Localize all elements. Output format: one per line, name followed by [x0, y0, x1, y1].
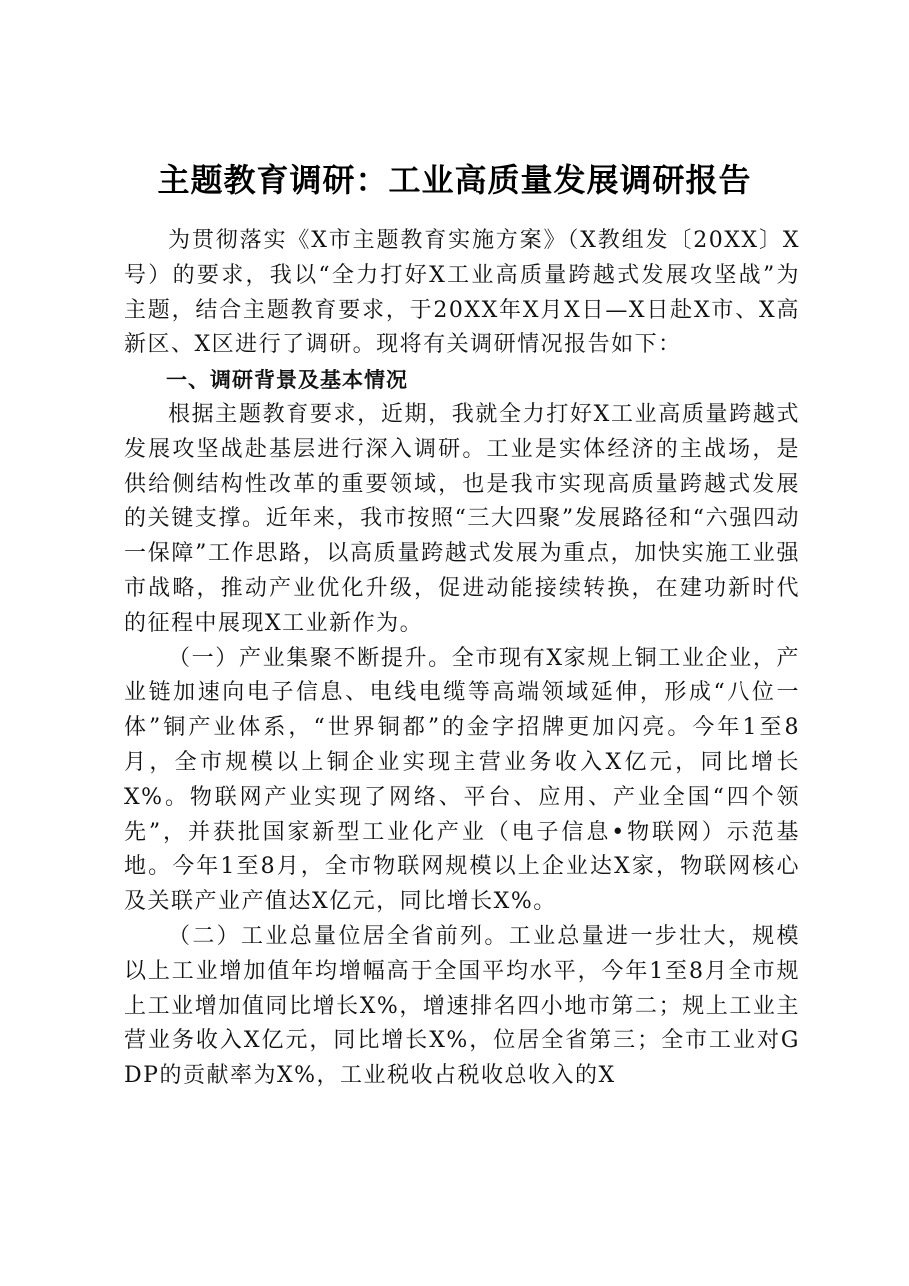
document-body: [124, 224, 800, 1094]
document-title: 主题教育调研：工业高质量发展调研报告: [157, 161, 752, 199]
industry-cluster-paragraph: （一）产业集聚不断提升。全市现有X家规上铜工业企业，产业链加速向电子信息、电线电缆等高端领域延伸，形成“八位一体”铜产业体系，“世界铜都”的金字招牌更加闪亮。今年1至8月，全市规模以上铜企业实现主营业务收入X亿元，同比增长X%。物联网产业实现了网络、平台、应用、产业全国“四个领先”，并获批国家新型工业化产业（电子信息•物联网）示范基地。今年1至8月，全市物联网规模以上企业达X家，物联网核心及关联产业产值达X亿元，同比增长X%。: [124, 645, 800, 915]
background-paragraph: 根据主题教育要求，近期，我就全力打好X工业高质量跨越式发展攻坚战赴基层进行深入调研。工业是实体经济的主战场，是供给侧结构性改革的重要领域，也是我市实现高质量跨越式发展的关键支撑。近年来，我市按照“三大四聚”发展路径和“六强四动一保障”工作思路，以高质量跨越式发展为重点，加快实施工业强市战略，推动产业优化升级，促进动能接续转换，在建功新时代的征程中展现X工业新作为。: [124, 401, 800, 636]
section-heading: 一、调研背景及基本情况: [166, 368, 408, 393]
intro-paragraph: 为贯彻落实《X市主题教育实施方案》（X教组发〔20XX〕X号）的要求，我以“全力打好X工业高质量跨越式发展攻坚战”为主题，结合主题教育要求，于20XX年X月X日—X日赴X市、X高新区、X区进行了调研。现将有关调研情况报告如下：: [124, 228, 800, 358]
industry-total-paragraph: （二）工业总量位居全省前列。工业总量进一步壮大，规模以上工业增加值年均增幅高于全国平均水平，今年1至8月全市规上工业增加值同比增长X%，增速排名四小地市第二；规上工业主营业务收入X亿元，同比增长X%，位居全省第三；全市工业对GDP的贡献率为X%，工业税收占税收总收入的X: [124, 923, 800, 1089]
